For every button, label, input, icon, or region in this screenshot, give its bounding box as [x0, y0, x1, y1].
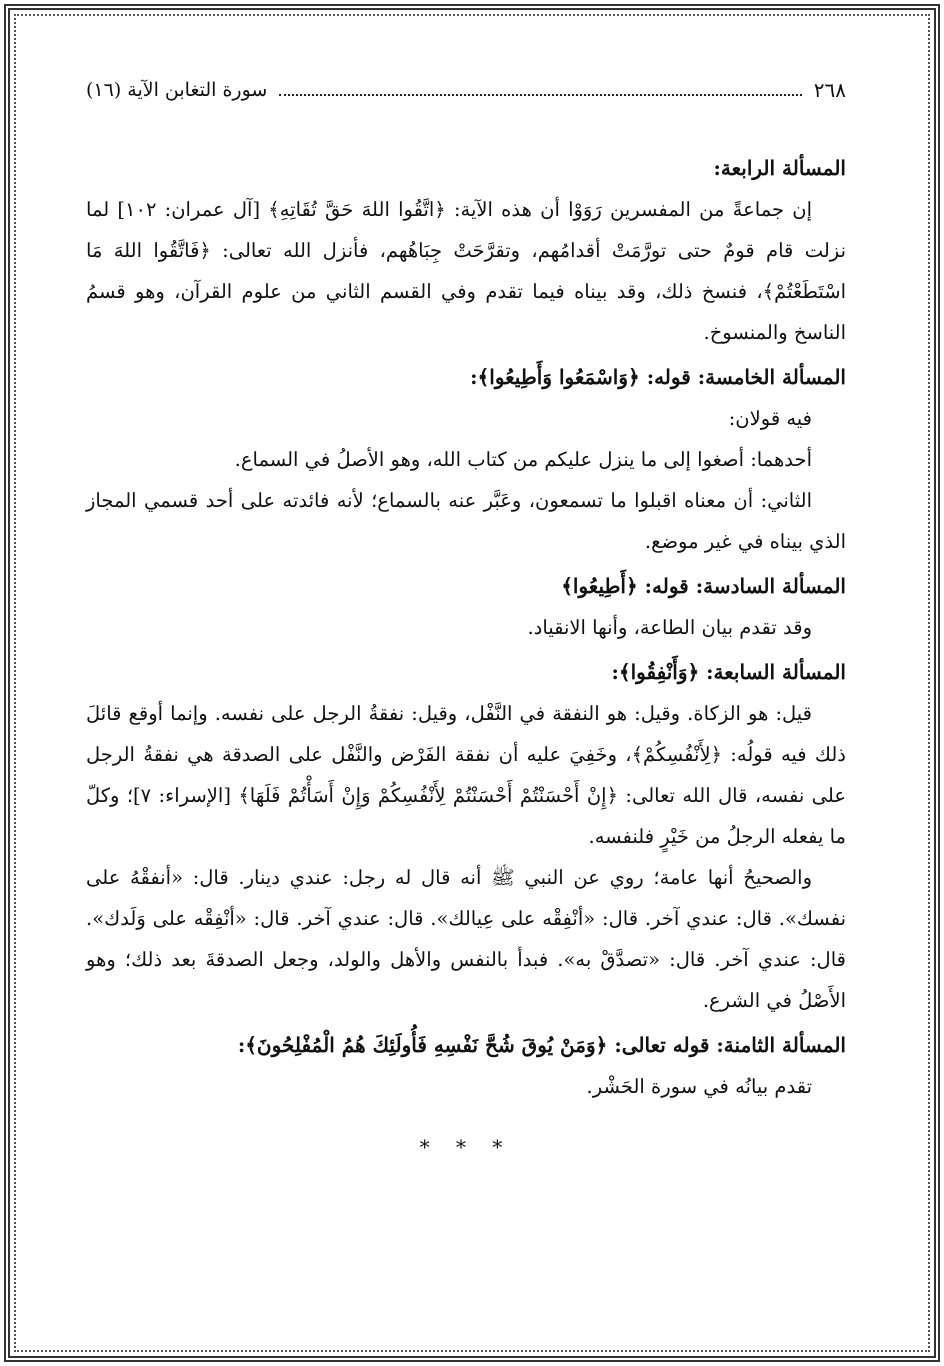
page-content: [86, 70, 846, 1300]
paragraph: فيه قولان:: [728, 407, 812, 430]
paragraph: أحدهما: أصغوا إلى ما ينزل عليكم من كتاب الله، وهو الأصلُ في السماع.: [234, 448, 812, 471]
running-title: سورة التغابن الآية (١٦): [86, 79, 268, 101]
section-heading: المسألة الثامنة: قوله تعالى: ﴿وَمَنْ يُوقَ شُحَّ نَفْسِهِ فَأُولَئِكَ هُمُ الْمُفْلِحُونَ﴾:: [237, 1033, 846, 1057]
section: [86, 148, 846, 353]
paragraph: إن جماعةً من المفسرين رَوَوْا أن هذه الآية: ﴿اتَّقُوا اللهَ حَقَّ تُقَاتِهِ﴾ [آل عمران: ١٠٢] لما نزلت قام قومٌ حتى تورَّمَتْ أقدامُهم، وتقرَّحَتْ جِبَاهُهم، فأنزل الله تعالى: ﴿فَاتَّقُوا اللهَ مَا اسْتَطَعْتُمْ﴾، فنسخ ذلك، وقد بيناه فيما تقدم وفي القسم الثاني من علوم القرآن، وهو قسمُ الناسخ والمنسوخ.: [86, 198, 846, 344]
running-header: [86, 70, 846, 110]
paragraph: قيل: هو الزكاة. وقيل: هو النفقة في النَّفْل، وقيل: نفقةُ الرجل على نفسه. وإنما أوقع قائلَ ذلك فيه قولُه: ﴿لِأَنْفُسِكُمْ﴾، وخَفِيَ عليه أن نفقة الفَرْض والنَّفْل على الصدقة هي نفقةُ الرجل على نفسه، قال الله تعالى: ﴿إِنْ أَحْسَنْتُمْ أَحْسَنْتُمْ لِأَنْفُسِكُمْ وَإِنْ أَسَأْتُمْ فَلَهَا﴾ [الإسراء: ٧]؛ وكلّ ما يفعله الرجلُ من خَيْرٍ فلنفسه.: [86, 702, 846, 848]
paragraph: تقدم بيانُه في سورة الحَشْر.: [586, 1075, 812, 1098]
section: [86, 566, 846, 648]
paragraph: الثاني: أن معناه اقبلوا ما تسمعون، وعَبَّر عنه بالسماع؛ لأنه فائدته على أحد قسمي المجاز الذي بيناه في غير موضع.: [86, 489, 846, 553]
section-heading: المسألة الرابعة:: [713, 156, 846, 180]
section: [86, 357, 846, 562]
section-heading: المسألة السابعة: ﴿وَأَنْفِقُوا﴾:: [611, 660, 846, 684]
section-end-ornament: * * *: [419, 1135, 513, 1159]
section: [86, 652, 846, 1021]
main-text: [86, 148, 846, 1168]
section-heading: المسألة السادسة: قوله: ﴿أَطِيعُوا﴾: [561, 574, 846, 598]
header-leader-dots: [279, 84, 801, 96]
section-heading: المسألة الخامسة: قوله: ﴿وَاسْمَعُوا وَأَطِيعُوا﴾:: [470, 365, 846, 389]
section: [86, 1025, 846, 1107]
paragraph: وقد تقدم بيان الطاعة، وأنها الانقياد.: [527, 616, 812, 639]
paragraph: والصحيحُ أنها عامة؛ روي عن النبي ﷺ أنه قال له رجل: عندي دينار. قال: «أنفقْهُ على نفسك». قال: عندي آخر. قال: «أنْفِقْه على عِيالك». قال: عندي آخر. قال: «أنْفِقْه على وَلَدك». قال: عندي آخر. قال: «تصدَّقْ به». فبدأ بالنفس والأهل والولد، وجعل الصدقةَ بعد ذلك؛ وهو الأَصْلُ في الشرع.: [86, 866, 846, 1012]
page-number: ٢٦٨: [813, 78, 846, 102]
